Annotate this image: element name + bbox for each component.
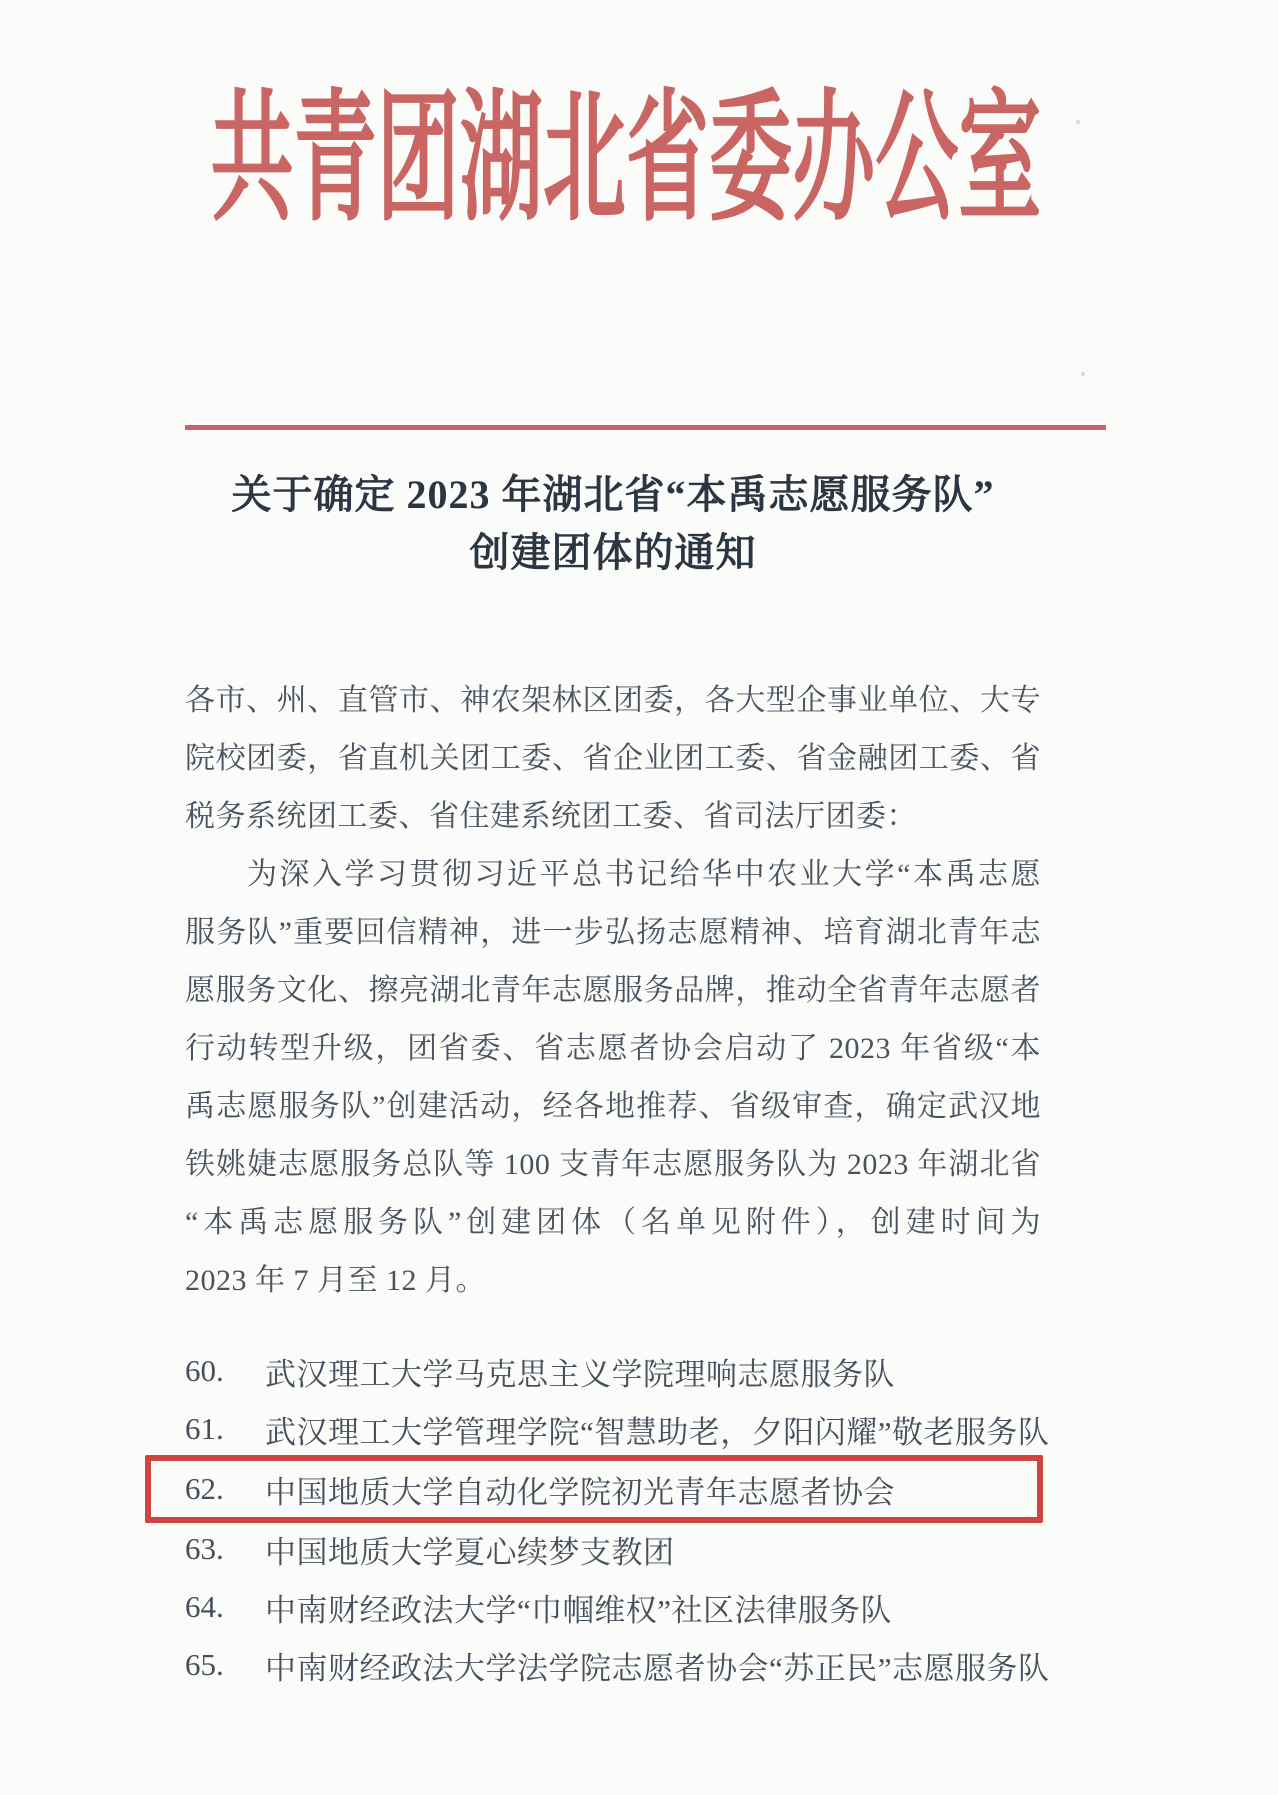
list-item-text: 武汉理工大学管理学院“智慧助老，夕阳闪耀”敬老服务队	[265, 1414, 1050, 1450]
list-item-number: 64.	[185, 1589, 224, 1624]
list-item-text: 中国地质大学自动化学院初光青年志愿者协会	[265, 1474, 895, 1510]
scan-speckle	[1081, 372, 1085, 376]
body-line: 愿服务文化、擦亮湖北青年志愿服务品牌，推动全省青年志愿者	[185, 974, 1041, 1007]
list-item	[185, 1636, 1050, 1694]
body-line: 2023 年 7 月至 12 月。	[185, 1264, 486, 1297]
list-item-text: 中国地质大学夏心续梦支教团	[265, 1534, 675, 1570]
list-item-text: 中南财经政法大学法学院志愿者协会“苏正民”志愿服务队	[265, 1650, 1050, 1686]
body-line: 铁姚婕志愿服务总队等 100 支青年志愿服务队为 2023 年湖北省	[185, 1148, 1041, 1181]
document-body	[185, 466, 1050, 1694]
body-line: 为深入学习贯彻习近平总书记给华中农业大学“本禹志愿	[247, 858, 1041, 891]
red-divider-rule	[185, 425, 1106, 430]
list-item-number: 65.	[185, 1647, 224, 1682]
list-item	[185, 1400, 1050, 1458]
letterhead-title: 共青团湖北省委办公室	[210, 81, 1042, 238]
body-paragraphs	[185, 672, 1041, 1310]
list-item-number: 62.	[185, 1471, 224, 1506]
document-title-line-2: 创建团体的通知	[469, 530, 757, 575]
body-line: 服务队”重要回信精神，进一步弘扬志愿精神、培育湖北青年志	[185, 916, 1041, 949]
list-item	[185, 1578, 1041, 1636]
list-item-number: 61.	[185, 1411, 224, 1446]
body-line: 禹志愿服务队”创建活动，经各地推荐、省级审查，确定武汉地	[185, 1090, 1041, 1123]
list-item-text: 武汉理工大学马克思主义学院理响志愿服务队	[265, 1356, 895, 1392]
list-item	[185, 1520, 1041, 1578]
document-title	[185, 466, 1041, 582]
list-item-number: 60.	[185, 1353, 224, 1388]
list-item-highlighted	[185, 1460, 1041, 1518]
list-item-number: 63.	[185, 1531, 224, 1566]
salutation-line: 院校团委，省直机关团工委、省企业团工委、省金融团工委、省	[185, 742, 1041, 775]
salutation-line: 税务系统团工委、省住建系统团工委、省司法厅团委：	[185, 800, 917, 833]
body-line: “本禹志愿服务队”创建团体（名单见附件），创建时间为	[185, 1206, 1041, 1239]
salutation-line: 各市、州、直管市、神农架林区团委，各大型企事业单位、大专	[185, 684, 1041, 717]
letterhead	[0, 80, 1234, 240]
team-list	[185, 1342, 1050, 1694]
list-item	[185, 1342, 1041, 1400]
document-title-line-1: 关于确定 2023 年湖北省“本禹志愿服务队”	[231, 472, 995, 517]
list-item-text: 中南财经政法大学“巾帼维权”社区法律服务队	[265, 1592, 893, 1628]
body-line: 行动转型升级，团省委、省志愿者协会启动了 2023 年省级“本	[185, 1032, 1041, 1065]
